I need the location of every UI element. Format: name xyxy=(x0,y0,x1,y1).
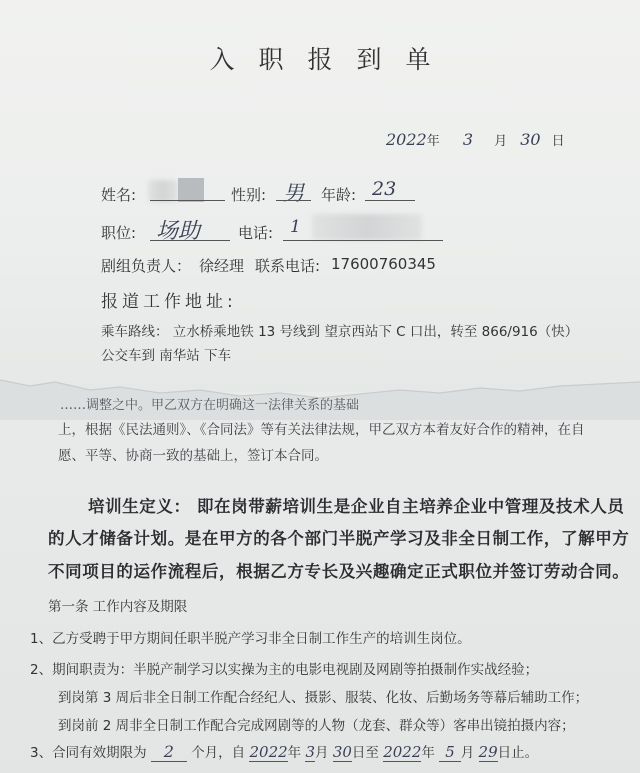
contract-paragraph-line-2: 愿、平等、协商一致的基础上，签订本合同。 xyxy=(58,448,328,464)
trainee-definition-line-2: 的人才储备计划。是在甲方的各个部门半脱产学习及非全日制工作，了解甲方 xyxy=(48,529,630,548)
date-day-label: 日 xyxy=(551,134,565,149)
phone-value: 1 xyxy=(290,217,301,237)
route-line-2: 公交车到 南华站 下车 xyxy=(101,348,232,364)
address-heading: 报道工作地址: xyxy=(101,292,237,312)
crew-lead-value: 徐经理 xyxy=(199,257,245,275)
page-title: 入职报到单 xyxy=(209,45,455,74)
clause-item-2: 2、期间职责为：半脱产制学习以实操为主的电影电视剧及网剧等拍摄制作实战经验； xyxy=(30,662,539,678)
name-label: 姓名: xyxy=(101,186,137,204)
item3-end-year: 2022 xyxy=(383,743,422,761)
item3-month-label: 个月，自 xyxy=(191,745,246,761)
position-underline xyxy=(150,240,230,241)
date-year-label: 年 xyxy=(426,134,440,149)
name-underline xyxy=(150,200,225,201)
item3-prefix: 3、合同有效期限为 xyxy=(30,745,147,761)
position-value: 场助 xyxy=(156,219,201,244)
item3-m1: 月 xyxy=(315,745,329,761)
date-row xyxy=(386,130,565,149)
trainee-definition-line-1: 培训生定义： 即在岗带薪培训生是企业自主培养企业中管理及技术人员 xyxy=(88,497,625,516)
contract-partial-line: ……调整之中。甲乙双方在明确这一法律关系的基础 xyxy=(60,398,360,413)
item3-end-month: 5 xyxy=(439,743,461,762)
article-heading: 第一条 工作内容及期限 xyxy=(48,599,188,615)
item3-m2: 月 xyxy=(460,745,475,761)
phone-blur xyxy=(312,214,422,240)
date-year-value: 2022 xyxy=(386,130,427,149)
contract-paragraph-line-1: 上，根据《民法通则》、《合同法》等有关法律法规，甲乙双方本着友好合作的精神，在自 xyxy=(58,422,585,438)
contact-label: 联系电话: xyxy=(255,257,321,275)
name-blur xyxy=(148,180,178,202)
age-label: 年龄: xyxy=(321,186,357,204)
item3-y1: 年 xyxy=(287,745,302,761)
date-month-value: 3 xyxy=(462,130,474,149)
clause-item-2b: 到岗前 2 周非全日制工作配合完成网剧等的人物（龙套、群众等）客串出镜拍摄内容； xyxy=(58,718,575,734)
item3-months: 2 xyxy=(151,742,187,762)
age-underline xyxy=(365,200,415,201)
name-redaction xyxy=(178,178,204,202)
position-label: 职位: xyxy=(101,224,137,242)
item3-start-year: 2022 xyxy=(249,743,288,761)
item3-end: 日止。 xyxy=(497,745,539,761)
gender-label: 性别: xyxy=(231,186,267,204)
gender-value: 男 xyxy=(283,181,304,205)
item3-to: 日至 xyxy=(351,745,379,761)
item3-end-day: 29 xyxy=(478,743,498,761)
route-line-1: 乘车路线： 立水桥乘地铁 13 号线到 望京西站下 C 口出，转至 866/916（快） xyxy=(101,324,579,340)
date-day-value: 30 xyxy=(520,130,541,149)
trainee-definition-line-3: 不同项目的运作流程后，根据乙方专长及兴趣确定正式职位并签订劳动合同。 xyxy=(48,562,630,581)
clause-item-3 xyxy=(30,741,538,762)
item3-y2: 年 xyxy=(421,745,435,761)
clause-item-1: 1、乙方受聘于甲方期间任职半脱产学习非全日制工作生产的培训生岗位。 xyxy=(30,631,471,647)
crew-lead-label: 剧组负责人： xyxy=(101,257,192,275)
gender-underline xyxy=(276,200,311,201)
clause-item-2a: 到岗第 3 周后非全日制工作配合经纪人、摄影、服装、化妆、后勤场务等幕后辅助工作； xyxy=(58,690,589,706)
contact-value: 17600760345 xyxy=(331,255,436,273)
item3-start-day: 30 xyxy=(332,743,352,761)
phone-underline xyxy=(283,240,443,241)
age-value: 23 xyxy=(372,178,397,200)
phone-label: 电话: xyxy=(238,224,274,242)
date-month-label: 月 xyxy=(494,134,508,149)
item3-start-month: 3 xyxy=(305,743,316,761)
